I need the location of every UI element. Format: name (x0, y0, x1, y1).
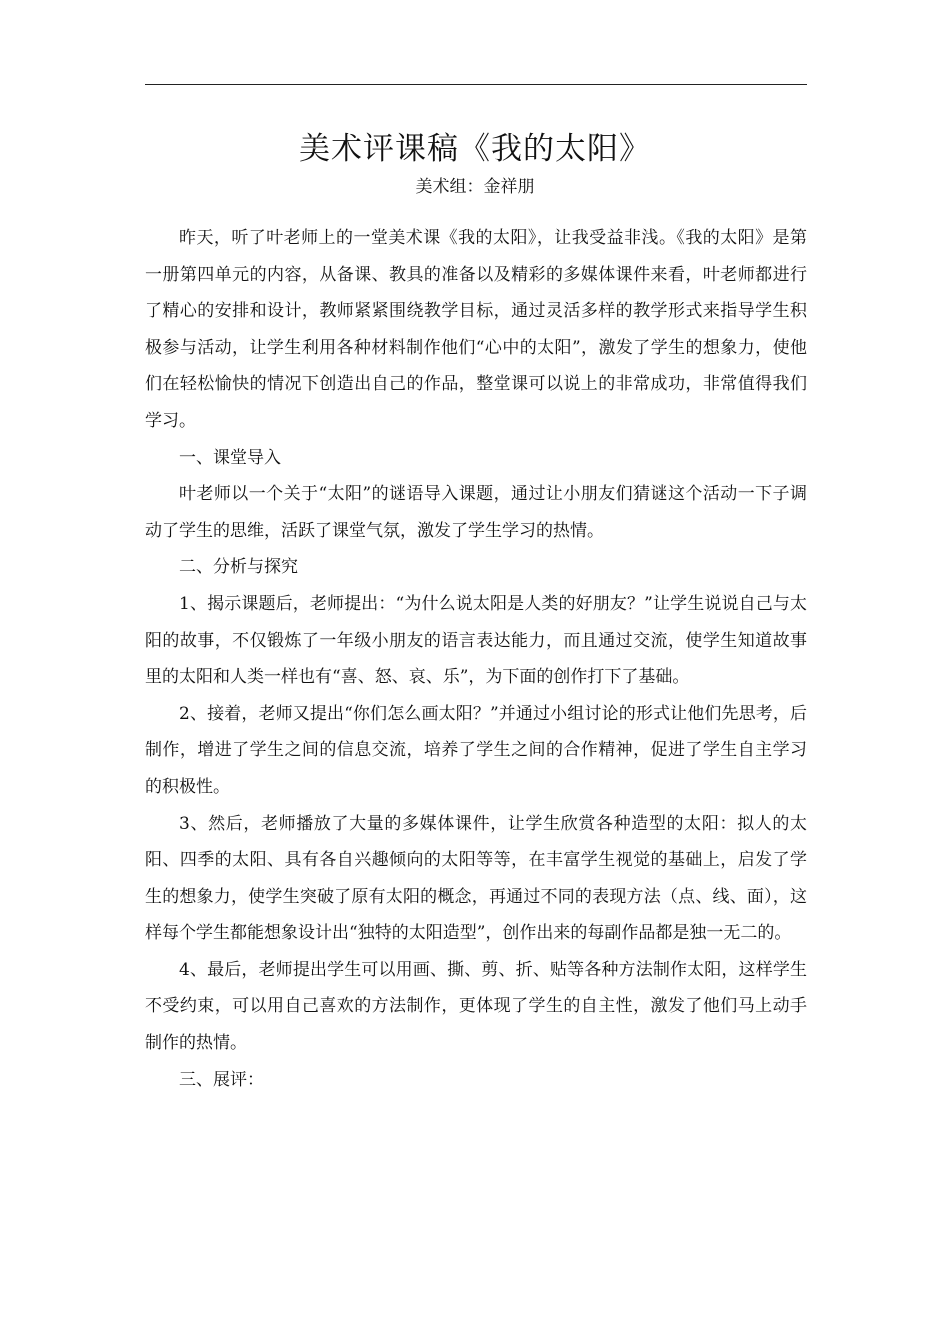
paragraph-intro: 昨天，听了叶老师上的一堂美术课《我的太阳》，让我受益非浅。《我的太阳》是第一册第四单元的内容，从备课、教具的准备以及精彩的多媒体课件来看，叶老师都进行了精心的安排和设计，教师紧紧围绕教学目标，通过灵活多样的教学形式来指导学生积极参与活动，让学生利用各种材料制作他们“心中的太阳”，激发了学生的想象力，使他们在轻松愉快的情况下创造出自己的作品，整堂课可以说上的非常成功，非常值得我们学习。 (145, 228, 807, 431)
paragraph-section-1: 叶老师以一个关于“太阳”的谜语导入课题，通过让小朋友们猜谜这个活动一下子调动了学生的思维，活跃了课堂气氛，激发了学生学习的热情。 (145, 484, 807, 541)
header-rule (145, 84, 807, 85)
document-title: 美术评课稿《我的太阳》 (299, 131, 651, 167)
author-line: 美术组：金祥朋 (415, 177, 535, 197)
paragraph-item-1: 1、揭示课题后，老师提出：“为什么说太阳是人类的好朋友？”让学生说说自己与太阳的故事，不仅锻炼了一年级小朋友的语言表达能力，而且通过交流，使学生知道故事里的太阳和人类一样也有“喜、怒、哀、乐”，为下面的创作打下了基础。 (145, 593, 807, 688)
paragraph-item-3: 3、然后，老师播放了大量的多媒体课件，让学生欣赏各种造型的太阳：拟人的太阳、四季的太阳、具有各自兴趣倾向的太阳等等，在丰富学生视觉的基础上，启发了学生的想象力，使学生突破了原有太阳的概念，再通过不同的表现方法（点、线、面），这样每个学生都能想象设计出“独特的太阳造型”，创作出来的每副作品都是独一无二的。 (145, 813, 807, 944)
document-body (145, 220, 807, 1098)
section-heading-3: 三、展评： (179, 1069, 264, 1090)
paragraph-item-2: 2、接着，老师又提出“你们怎么画太阳？”并通过小组讨论的形式让他们先思考，后制作，增进了学生之间的信息交流，培养了学生之间的合作精神，促进了学生自主学习的积极性。 (145, 703, 807, 797)
section-heading-1: 一、课堂导入 (179, 447, 281, 468)
paragraph-item-4: 4、最后，老师提出学生可以用画、撕、剪、折、贴等各种方法制作太阳，这样学生不受约束，可以用自己喜欢的方法制作，更体现了学生的自主性，激发了他们马上动手制作的热情。 (145, 959, 807, 1054)
section-heading-2: 二、分析与探究 (179, 557, 298, 578)
